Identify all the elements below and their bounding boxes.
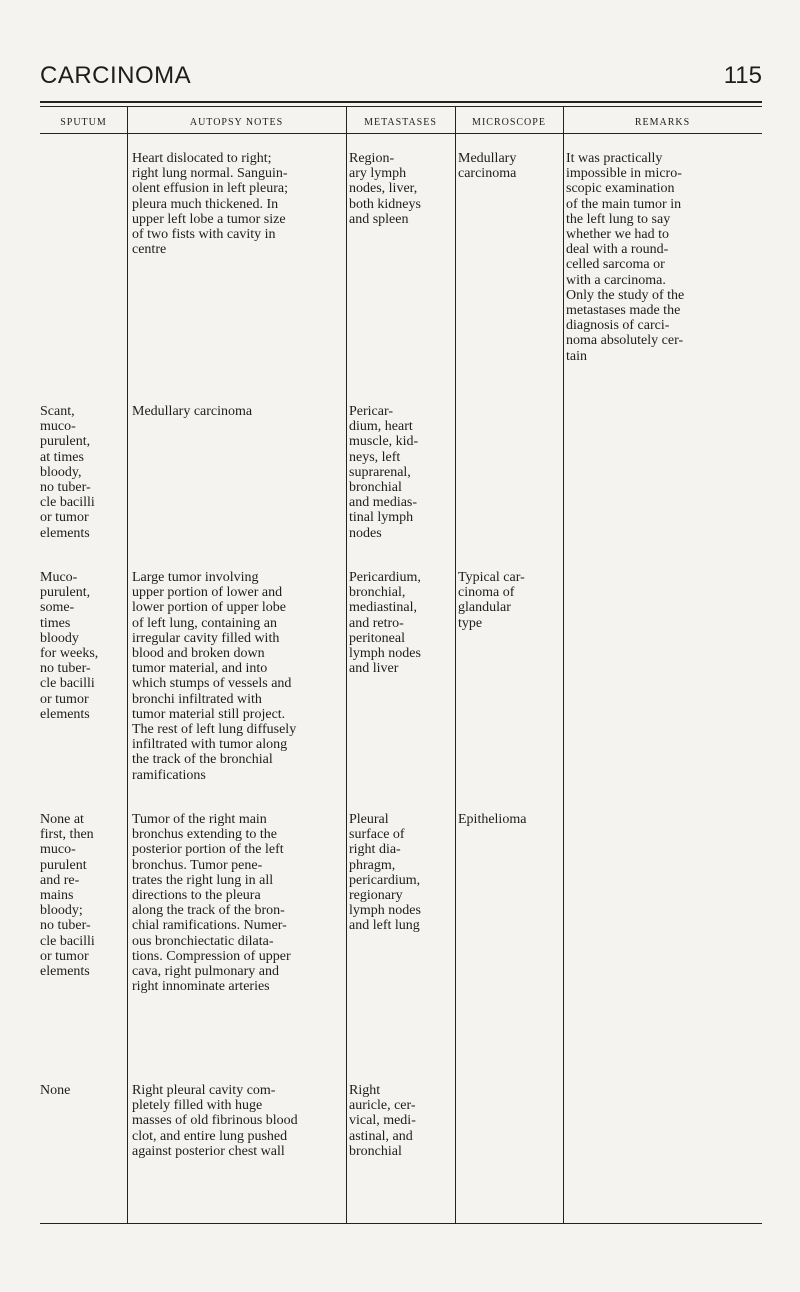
column-header-microscope: MICROSCOPE bbox=[472, 117, 546, 128]
running-head-title: CARCINOMA bbox=[40, 62, 192, 89]
column-header-metastases: METASTASES bbox=[364, 117, 437, 128]
table-cell-metastases: Pericar- dium, heart muscle, kid- neys, left suprarenal, bronchial and medias- tinal lymph nodes bbox=[349, 404, 419, 541]
table-cell-autopsy: Large tumor involving upper portion of lower and lower portion of upper lobe of left lung, containing an irregular cavity filled with blood and broken down tumor material, and into which stumps of vessels and bronchi infiltrated with tumor material still project. The rest of left lung diffusely infiltrated with tumor along the track of the bronchial ramifications bbox=[132, 570, 297, 783]
table-cell-sputum: Muco- purulent, some- times bloody for weeks, no tuber- cle bacilli or tumor elements bbox=[40, 570, 99, 722]
table-cell-metastases: Pleural surface of right dia- phragm, pericardium, regionary lymph nodes and left lung bbox=[349, 812, 421, 934]
running-head bbox=[40, 62, 762, 92]
table-cell-microscope: Typical car- cinoma of glandular type bbox=[458, 570, 525, 631]
column-divider bbox=[455, 106, 456, 1224]
page-number: 115 bbox=[723, 62, 762, 89]
table-cell-autopsy: Heart dislocated to right; right lung normal. Sanguin- olent effusion in left pleura; pleura much thickened. In upper left lobe a tumor size of two fists with cavity in centre bbox=[132, 151, 289, 258]
bottom-rule bbox=[40, 1223, 762, 1224]
column-header-remarks: REMARKS bbox=[634, 117, 691, 128]
column-header-autopsy: AUTOPSY NOTES bbox=[189, 117, 284, 128]
table-cell-autopsy: Medullary carcinoma bbox=[132, 404, 253, 419]
column-divider bbox=[127, 106, 128, 1224]
table-cell-microscope: Epithelioma bbox=[458, 812, 527, 827]
table-cell-sputum: None at first, then muco- purulent and re- mains bloody; no tuber- cle bacilli or tumor elements bbox=[40, 812, 95, 980]
table-cell-microscope: Medullary carcinoma bbox=[458, 151, 517, 182]
column-header-sputum: SPUTUM bbox=[60, 117, 107, 128]
table-cell-autopsy: Right pleural cavity com- pletely filled with huge masses of old fibrinous blood clot, and entire lung pushed against posterior chest wall bbox=[132, 1083, 298, 1159]
table-cell-sputum: None bbox=[40, 1083, 71, 1098]
column-divider bbox=[563, 106, 564, 1224]
table-cell-sputum: Scant, muco- purulent, at times bloody, no tuber- cle bacilli or tumor elements bbox=[40, 404, 95, 541]
table-cell-autopsy: Tumor of the right main bronchus extending to the posterior portion of the left bronchus. Tumor pene- trates the right lung in all directions to the pleura along the track of the bron- chial ramifications. Numer- ous bronchiectatic dilata- tions. Compression of upper cava, right pulmonary and right innominate arteries bbox=[132, 812, 291, 995]
table-cell-metastases: Region- ary lymph nodes, liver, both kidneys and spleen bbox=[349, 151, 421, 227]
column-divider bbox=[346, 106, 347, 1224]
table-cell-remarks: It was practically impossible in micro- scopic examination of the main tumor in the left lung to say whether we had to deal with a round- celled sarcoma or with a carcinoma. Only the study of the metastases made the diagnosis of carci- noma absolutely cer- tain bbox=[566, 151, 685, 364]
top-rule-thick bbox=[40, 101, 762, 103]
header-rule bbox=[40, 133, 762, 134]
table-cell-metastases: Right auricle, cer- vical, medi- astinal, and bronchial bbox=[349, 1083, 416, 1159]
table-cell-metastases: Pericardium, bronchial, mediastinal, and retro- peritoneal lymph nodes and liver bbox=[349, 570, 421, 677]
top-rule-thin bbox=[40, 106, 762, 107]
